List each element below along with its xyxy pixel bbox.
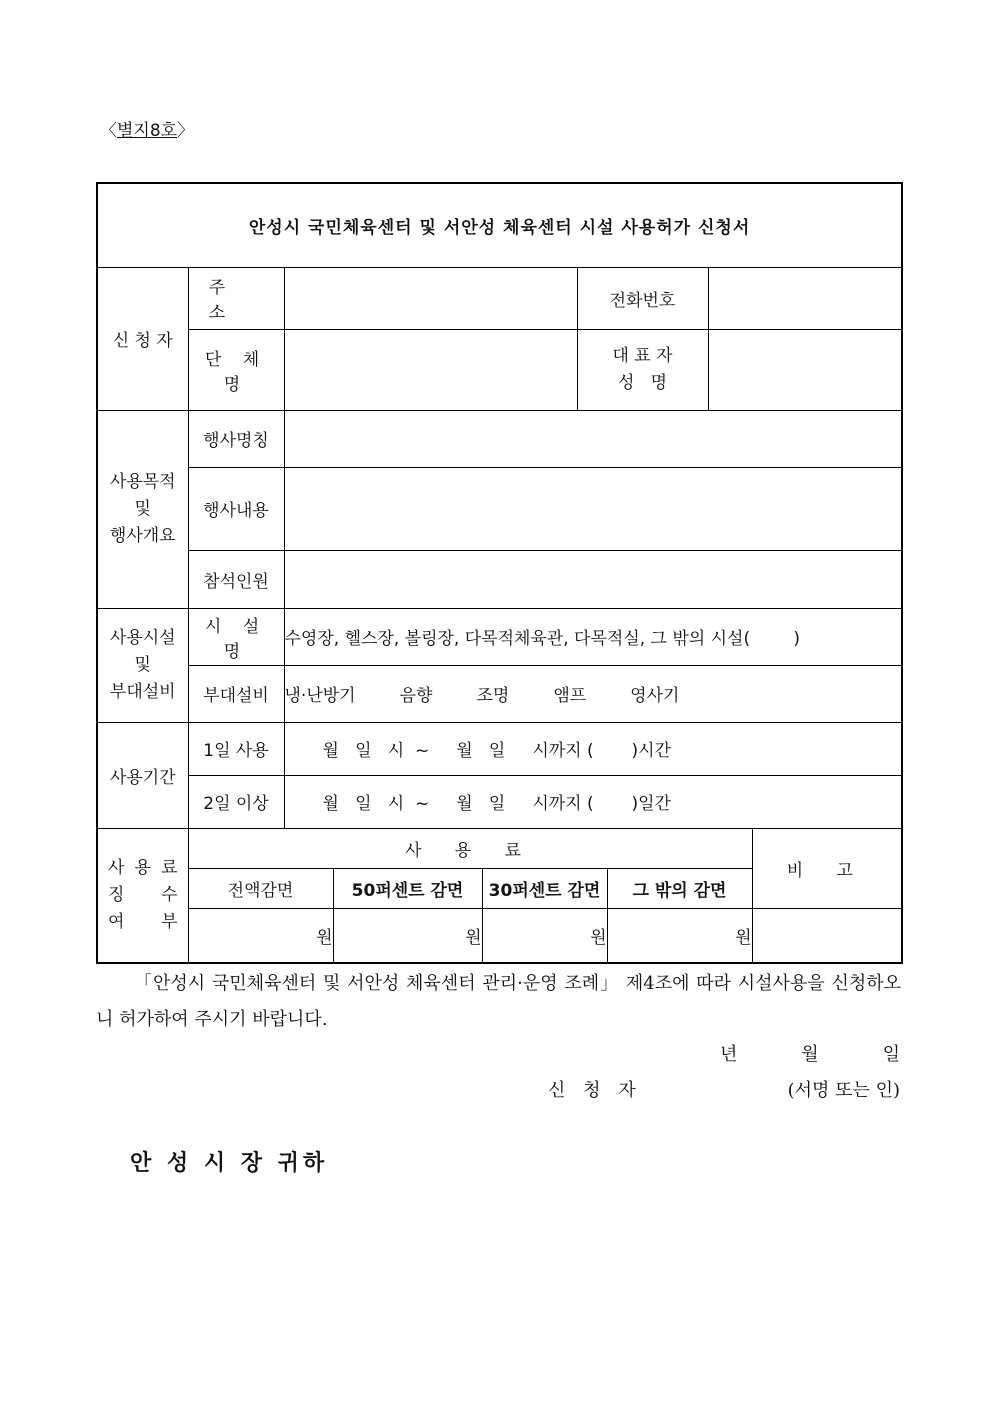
fee-section-label <box>97 828 188 963</box>
equipment-projector[interactable]: 영사기 <box>630 686 680 706</box>
form-number-close: 〉 <box>177 121 195 141</box>
equipment-aircon[interactable]: 냉·난방기 <box>284 686 356 706</box>
addressee: 안 성 시 장 귀하 <box>130 1151 329 1176</box>
form-title: 안성시 국민체육센터 및 서안성 체육센터 시설 사용허가 신청서 <box>97 183 902 267</box>
facility-name-label: 시 설 명 <box>188 608 284 665</box>
purpose-section-label <box>97 410 188 608</box>
remarks-label: 비 고 <box>752 828 902 908</box>
form-number-text: 별지8호 <box>117 121 178 141</box>
fee-col-other: 그 밖의 감면 <box>607 868 752 908</box>
event-name-field[interactable] <box>284 410 902 467</box>
applicant-section-label: 신 청 자 <box>97 267 188 410</box>
period-section-label: 사용기간 <box>97 722 188 828</box>
facility-section-label <box>97 608 188 722</box>
application-statement: 「안성시 국민체육센터 및 서안성 체육센터 관리·운영 조례」 제4조에 따라 시설사용을 신청하오니 허가하여 주시기 바랍니다. <box>96 973 901 1030</box>
org-name-field[interactable] <box>284 329 577 410</box>
facility-options[interactable]: 수영장, 헬스장, 볼링장, 다목적체육관, 다목적실, 그 밖의 시설( ) <box>284 608 902 665</box>
attendees-field[interactable] <box>284 550 902 608</box>
date-line <box>720 1040 900 1066</box>
fee-section-line3: 여 부 <box>108 911 178 932</box>
fee-col-full: 전액감면 <box>188 868 333 908</box>
address-label: 주 소 <box>188 267 284 329</box>
remarks-field[interactable] <box>752 908 902 963</box>
representative-label-line1: 대 표 자 <box>612 345 673 366</box>
equipment-amp[interactable]: 앰프 <box>553 686 587 706</box>
phone-label: 전화번호 <box>577 267 708 329</box>
fee-value-30[interactable]: 원 <box>482 908 607 963</box>
form-number-open: 〈 <box>100 121 117 141</box>
phone-field[interactable] <box>708 267 902 329</box>
multi-day-value[interactable]: 월 일 시 ~ 월 일 시까지 ( )일간 <box>284 775 902 828</box>
purpose-section-line1: 사용목적 <box>109 471 176 492</box>
facility-section-line2: 및 <box>134 654 151 675</box>
equipment-lighting[interactable]: 조명 <box>476 686 510 706</box>
fee-value-full[interactable]: 원 <box>188 908 333 963</box>
date-year[interactable]: 년 <box>720 1044 738 1065</box>
signature-label: 신 청 자 <box>548 1080 642 1101</box>
attendees-label: 참석인원 <box>188 550 284 608</box>
form-number <box>100 116 194 141</box>
one-day-label: 1일 사용 <box>188 722 284 775</box>
org-name-label: 단 체 명 <box>188 329 284 410</box>
fee-section-line2: 징 수 <box>108 884 178 905</box>
facility-section-line3: 부대설비 <box>109 681 176 702</box>
fee-header: 사 용 료 <box>188 828 752 868</box>
event-content-label: 행사내용 <box>188 467 284 550</box>
purpose-section-line2: 및 <box>134 498 151 519</box>
event-name-label: 행사명칭 <box>188 410 284 467</box>
representative-field[interactable] <box>708 329 902 410</box>
one-day-value[interactable]: 월 일 시 ~ 월 일 시까지 ( )시간 <box>284 722 902 775</box>
date-day[interactable]: 일 <box>882 1044 900 1065</box>
signature-line <box>548 1076 900 1102</box>
fee-col-30: 30퍼센트 감면 <box>482 868 607 908</box>
representative-label <box>577 329 708 410</box>
fee-section-line1: 사 용 료 <box>108 857 178 878</box>
fee-value-50[interactable]: 원 <box>333 908 482 963</box>
facility-section-line1: 사용시설 <box>109 627 176 648</box>
fee-col-50: 50퍼센트 감면 <box>333 868 482 908</box>
fee-value-other[interactable]: 원 <box>607 908 752 963</box>
multi-day-label: 2일 이상 <box>188 775 284 828</box>
date-month[interactable]: 월 <box>801 1044 819 1065</box>
signature-note[interactable]: (서명 또는 인) <box>787 1080 900 1101</box>
purpose-section-line3: 행사개요 <box>109 525 176 546</box>
address-field[interactable] <box>284 267 577 329</box>
application-form-table <box>96 182 903 964</box>
representative-label-line2: 성 명 <box>617 372 668 393</box>
equipment-label: 부대설비 <box>188 665 284 722</box>
event-content-field[interactable] <box>284 467 902 550</box>
equipment-sound[interactable]: 음향 <box>399 686 433 706</box>
equipment-options[interactable] <box>284 665 902 722</box>
